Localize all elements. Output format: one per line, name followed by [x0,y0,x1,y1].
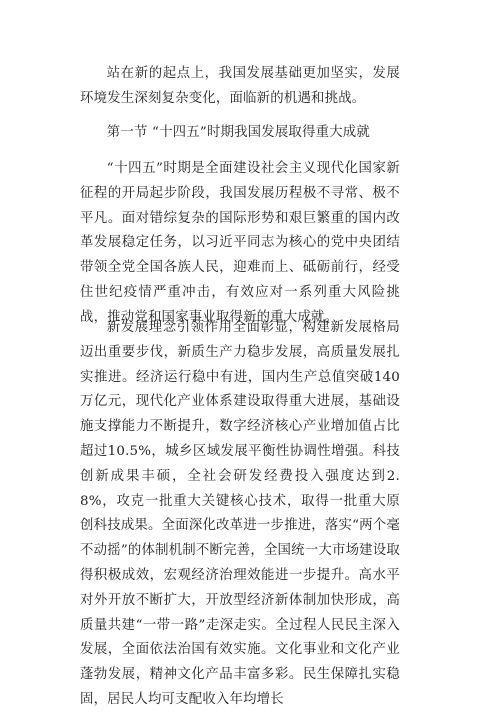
section-heading: 第一节 “十四五”时期我国发展取得重大成就 [106,125,370,140]
body-paragraph: 新发展理念引领作用全面彰显，构建新发展格局迈出重要步伐，新质生产力稳步发展，高质量发展扎实推进。经济运行稳中有进，国内生产总值突破140万亿元，现代化产业体系建设取得重大进展，基础设施支撑能力不断提升，数字经济核心产业增加值占比超过10.5%，城乡区域发展平衡性协调性增强。科技创新成果丰硕，全社会研发经费投入强度达到2.8%，攻克一批重大关键核心技术，取得一批重大原创科技成果。全面深化改革进一步推进，落实“两个毫不动摇”的体制机制不断完善，全国统一大市场建设取得积极成效，宏观经济治理效能进一步提升。高水平对外开放不断扩大，开放型经济新体制加快形成，高质量共建“一带一路”走深走实。全过程人民民主深入发展，全面依法治国有效实施。文化事业和文化产业蓬勃发展，精神文化产品丰富多彩。民生保障扎实稳固，居民人均可支配收入年均增长 [80,320,400,707]
intro-paragraph: 站在新的起点上，我国发展基础更加坚实，发展环境发生深刻复杂变化，面临新的机遇和挑战。 [80,66,400,106]
body-paragraph: “十四五”时期是全面建设社会主义现代化国家新征程的开局起步阶段，我国发展历程极不寻常、极不平凡。面对错综复杂的国际形势和艰巨繁重的国内改革发展稳定任务，以习近平同志为核心的党中央团结带领全党全国各族人民，迎难而上、砥砺前行，经受住世纪疫情严重冲击，有效应对一系列重大风险挑战，推动党和国家事业取得新的重大成就。 [80,161,400,325]
